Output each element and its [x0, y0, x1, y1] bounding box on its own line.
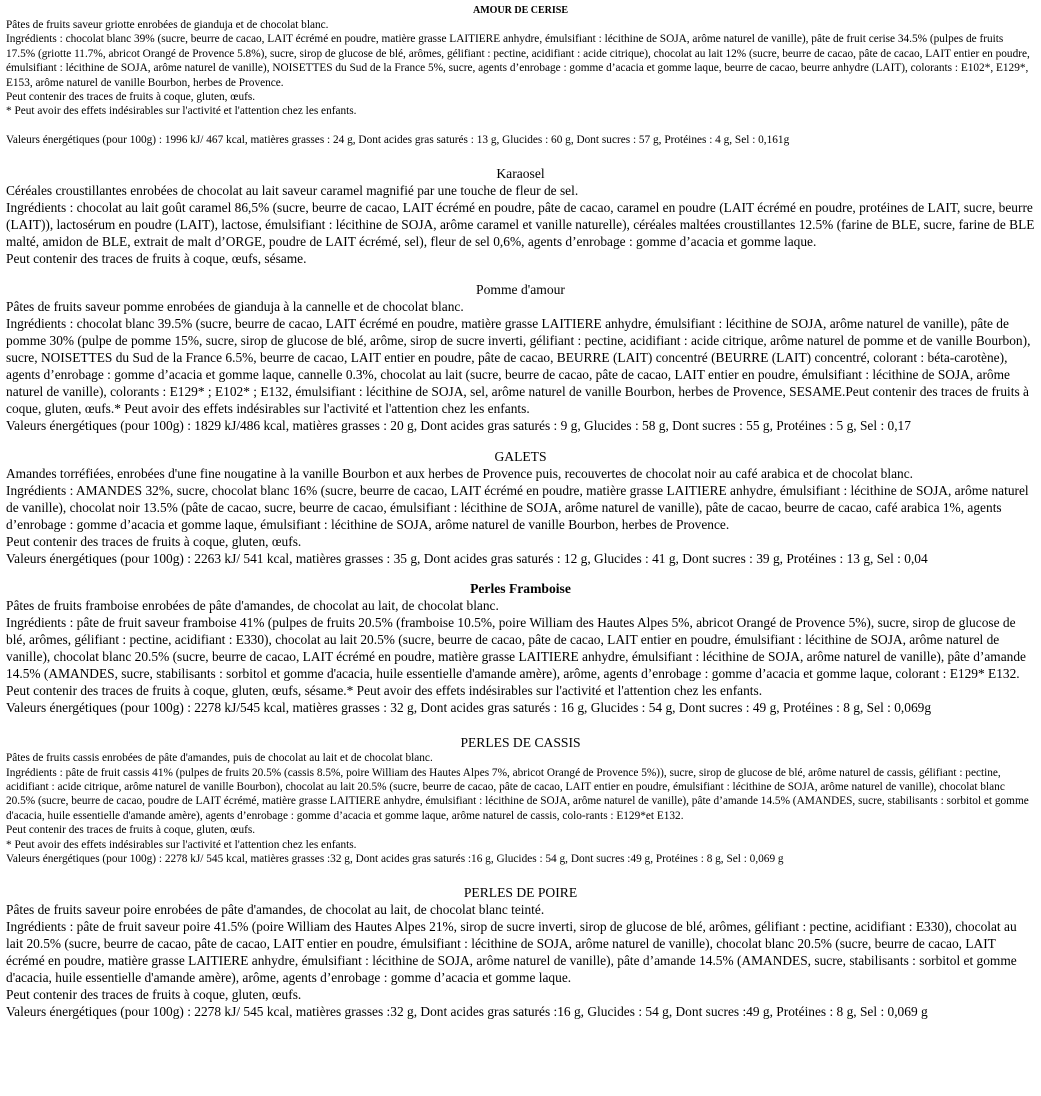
- product-title: PERLES DE POIRE: [463, 884, 578, 900]
- product-energy: Valeurs énergétiques (pour 100g) : 2278 kJ/ 545 kcal, matières grasses :32 g, Dont acides gras saturés :16 g, Glucides : 54 g, Dont sucres :49 g, Protéines : 8 g, Sel : 0,069 g: [6, 853, 784, 866]
- product-energy: Valeurs énergétiques (pour 100g) : 2278 kJ/ 545 kcal, matières grasses :32 g, Dont acides gras saturés :16 g, Glucides : 54 g, Dont sucres :49 g, Protéines : 8 g, Sel : 0,069 g: [6, 1003, 928, 1019]
- product-title: AMOUR DE CERISE: [472, 5, 568, 16]
- product-ingredients: Ingrédients : chocolat blanc 39% (sucre, beurre de cacao, LAIT écrémé en poudre, matière grasse LAITIERE anhydre, émulsifiant : lécithine de SOJA, arôme naturel de vanille), pâte de fruit cerise 34.5% (pulpes de fruits 17.5% (griotte 11.7%, abricot Orangé de Provence 5.8%), sucre, sirop de glucose de blé, arômes, gélifiant : pectine, acidifiant : acide citrique), chocolat au lait 12% (sucre, beurre de cacao, pâte de cacao, LAIT entier en poudre, émulsifiant : lécithine de SOJA, arôme naturel de vanille), NOISETTES du Sud de la France 5%, sucre, agents d’enrobage : gomme d’acacia et gomme laque, beurre de cacao, beurre anhydre (LAIT), colorants : E102*, E129*, E153, arôme naturel de vanille Bourbon, herbes de Provence.: [6, 33, 1030, 89]
- product-description: Pâtes de fruits saveur griotte enrobées de gianduja et de chocolat blanc.: [6, 19, 329, 31]
- product-warning: * Peut avoir des effets indésirables sur l'activité et l'attention chez les enfants.: [6, 838, 357, 851]
- product-ingredients: Ingrédients : AMANDES 32%, sucre, chocolat blanc 16% (sucre, beurre de cacao, LAIT écrémé en poudre, matière grasse LAITIERE anhydre, émulsifiant : lécithine de SOJA, arôme naturel de vanille), chocolat noir 13.5% (pâte de cacao, sucre, beurre de cacao, émulsifiant : lécithine de SOJA, arôme naturel de vanille), pâte de cacao, beurre de cacao, café arabica 1%, agents d’enrobage : gomme d’acacia et gomme laque, émulsifiant : lécithine de SOJA, arôme naturel de vanille Bourbon, herbes de Provence.: [6, 483, 1029, 533]
- product-title: Perles Framboise: [470, 581, 571, 597]
- product-traces: Peut contenir des traces de fruits à coque, gluten, œufs.: [6, 986, 302, 1002]
- product-traces: Peut contenir des traces de fruits à coque, œufs, sésame.: [6, 251, 307, 267]
- document-page: [6, 4, 1035, 1020]
- product-description: Pâtes de fruits saveur poire enrobées de pâte d'amandes, de chocolat au lait, de chocolat blanc teinté.: [6, 901, 545, 917]
- product-warning: * Peut avoir des effets indésirables sur l'activité et l'attention chez les enfants.: [6, 105, 357, 118]
- product-ingredients: Ingrédients : chocolat au lait goût caramel 86,5% (sucre, beurre de cacao, LAIT écrémé en poudre, pâte de cacao, caramel en poudre (LAIT écrémé en poudre, protéines de LAIT, sucre, beurre (LAIT)), lactosérum en poudre (LAIT), lactose, émulsifiant : lécithine de SOJA, arôme caramel et vanille naturelle), céréales maltées croustillantes 12.5% (farine de BLE, sucre, farine de BLE malté, amidon de BLE, extrait de malt d’ORGE, poudre de LAIT écrémé, sel), fleur de sel 0,6%, agents d’enrobage : gomme d’acacia et gomme laque.: [6, 200, 1035, 250]
- product-description: Céréales croustillantes enrobées de chocolat au lait saveur caramel magnifié par une touche de fleur de sel.: [6, 183, 579, 199]
- product-traces: Peut contenir des traces de fruits à coque, gluten, œufs.: [6, 534, 302, 550]
- product-ingredients: Ingrédients : pâte de fruit saveur poire 41.5% (poire William des Hautes Alpes 21%, sirop de sucre inverti, sirop de glucose de blé, arômes, gélifiant : pectine, acidifiant : E330), chocolat au lait 20.5% (sucre, beurre de cacao, pâte de cacao, LAIT entier en poudre, émulsifiant : lécithine de SOJA, arôme naturel de vanille), chocolat blanc 20.5% (sucre, beurre de cacao, LAIT écrémé en poudre, matière grasse LAITIERE anhydre, émulsifiant : lécithine de SOJA, arôme naturel de vanille), pâte d’amande 14.5% (AMANDES, sucre, stabilisants : sorbitol et gomme d'acacia, huile essentielle d'amande amère), arôme, agents d’enrobage : gomme d’acacia et gomme laque.: [6, 918, 1017, 985]
- product-title: GALETS: [494, 449, 547, 465]
- product-ingredients: Ingrédients : chocolat blanc 39.5% (sucre, beurre de cacao, LAIT écrémé en poudre, matière grasse LAITIERE anhydre, émulsifiant : lécithine de SOJA, arôme naturel de vanille), pâte de pomme 30% (pulpe de pomme 15%, sucre, sirop de glucose de blé, arôme, sirop de sucre inverti, gélifiant : pectine, acidifiant : acide citrique, arôme naturel de pomme et de vanille Bourbon), sucre, NOISETTES du Sud de la France 6.5%, beurre de cacao, LAIT entier en poudre, pâte de cacao, BEURRE (LAIT) concentré (BEURRE (LAIT) concentré, colorant : béta-carotène), agents d’enrobage : gomme d’acacia et gomme laque, cannelle 0.3%, chocolat au lait (sucre, beurre de cacao, pâte de cacao, LAIT entier en poudre, émulsifiant : lécithine de SOJA, arôme naturel de vanille), colorants : E129* ; E102* ; E132, émulsifiant : lécithine de SOJA, sel, arôme naturel de vanille Bourbon, herbes de Provence, SESAME.Peut contenir des traces de fruits à coque, gluten, œufs.* Peut avoir des effets indésirables sur l'activité et l'attention chez les enfants.: [6, 316, 1031, 417]
- product-ingredients: Ingrédients : pâte de fruit saveur framboise 41% (pulpes de fruits 20.5% (framboise 10.5%, poire William des Hautes Alpes 5%, abricot Orangé de Provence 5%), sucre, sirop de glucose de blé, arômes, gélifiant : pectine, acidifiant : E330), chocolat au lait 20.5% (sucre, beurre de cacao, pâte de cacao, LAIT entier en poudre, émulsifiant : lécithine de SOJA, arôme naturel de vanille), chocolat blanc 20.5% (sucre, beurre de cacao, LAIT écrémé en poudre, matière grasse LAITIERE anhydre, émulsifiant : lécithine de SOJA, arôme naturel de vanille), pâte d’amande 14.5% (AMANDES, sucre, stabilisants : sorbitol et gomme d'acacia, huile essentielle d'amande amère), arôme, agents d’enrobage : gomme d’acacia et gomme laque, colorant : E129* E132.: [6, 615, 1026, 682]
- product-description: Pâtes de fruits cassis enrobées de pâte d'amandes, puis de chocolat au lait et de chocolat blanc.: [6, 752, 433, 765]
- product-description: Pâtes de fruits saveur pomme enrobées de gianduja à la cannelle et de chocolat blanc.: [6, 299, 464, 315]
- product-title: Karaosel: [496, 166, 545, 182]
- product-energy: Valeurs énergétiques (pour 100g) : 2278 kJ/545 kcal, matières grasses : 32 g, Dont acides gras saturés : 16 g, Glucides : 54 g, Dont sucres : 49 g, Protéines : 8 g, Sel : 0,069g: [6, 700, 932, 716]
- product-traces: Peut contenir des traces de fruits à coque, gluten, œufs.: [6, 91, 256, 104]
- product-energy: Valeurs énergétiques (pour 100g) : 1829 kJ/486 kcal, matières grasses : 20 g, Dont acides gras saturés : 9 g, Glucides : 58 g, Dont sucres : 55 g, Protéines : 5 g, Sel : 0,17: [6, 418, 911, 434]
- product-perles-de-cassis: [6, 734, 1035, 866]
- product-traces: Peut contenir des traces de fruits à coque, gluten, œufs, sésame.* Peut avoir des effets indésirables sur l'activité et l'attention chez les enfants.: [6, 683, 763, 699]
- product-title: PERLES DE CASSIS: [460, 735, 581, 751]
- product-amour-de-cerise: [6, 4, 1035, 147]
- product-description: Pâtes de fruits framboise enrobées de pâte d'amandes, de chocolat au lait, de chocolat blanc.: [6, 598, 499, 614]
- product-ingredients: Ingrédients : pâte de fruit cassis 41% (pulpes de fruits 20.5% (cassis 8.5%, poire William des Hautes Alpes 7%, abricot Orangé de Provence 5%)), sucre, sirop de glucose de blé, arôme naturel de cassis, gélifiant : pectine, acidifiant : acide citrique, arôme naturel de vanille Bourbon), chocolat au lait 20.5% (sucre, beurre de cacao, pâte de cacao, LAIT entier en poudre, émulsifiant : lécithine de SOJA, arôme naturel de vanille), chocolat blanc 20.5% (sucre, beurre de cacao, poudre de LAIT écrémé, matière grasse LAITIERE anhydre, émulsifiant : lécithine de SOJA, arôme naturel de vanille), pâte d’amande 14.5% (AMANDES, sucre, stabilisants : sorbitol et gomme d'acacia, huile essentielle d'amande amère), agents d’enrobage : gomme d’acacia et gomme laque, arôme naturel de cassis, colo-rants : E129*et E132.: [6, 766, 1029, 822]
- product-energy: Valeurs énergétiques (pour 100g) : 2263 kJ/ 541 kcal, matières grasses : 35 g, Dont acides gras saturés : 12 g, Glucides : 41 g, Dont sucres : 39 g, Protéines : 13 g, Sel : 0,04: [6, 551, 928, 567]
- product-pomme-d-amour: [6, 281, 1035, 434]
- product-title: Pomme d'amour: [476, 282, 565, 298]
- product-perles-de-poire: [6, 884, 1035, 1020]
- product-energy: Valeurs énergétiques (pour 100g) : 1996 kJ/ 467 kcal, matières grasses : 24 g, Dont acides gras saturés : 13 g, Glucides : 60 g, Dont sucres : 57 g, Protéines : 4 g, Sel : 0,161g: [6, 133, 790, 146]
- product-karaosel: [6, 165, 1035, 267]
- product-description: Amandes torréfiées, enrobées d'une fine nougatine à la vanille Bourbon et aux herbes de Provence puis, recouvertes de chocolat noir au café arabica et de chocolat blanc.: [6, 466, 914, 482]
- product-perles-framboise: [6, 580, 1035, 716]
- product-traces: Peut contenir des traces de fruits à coque, gluten, œufs.: [6, 824, 256, 837]
- product-galets: [6, 448, 1035, 567]
